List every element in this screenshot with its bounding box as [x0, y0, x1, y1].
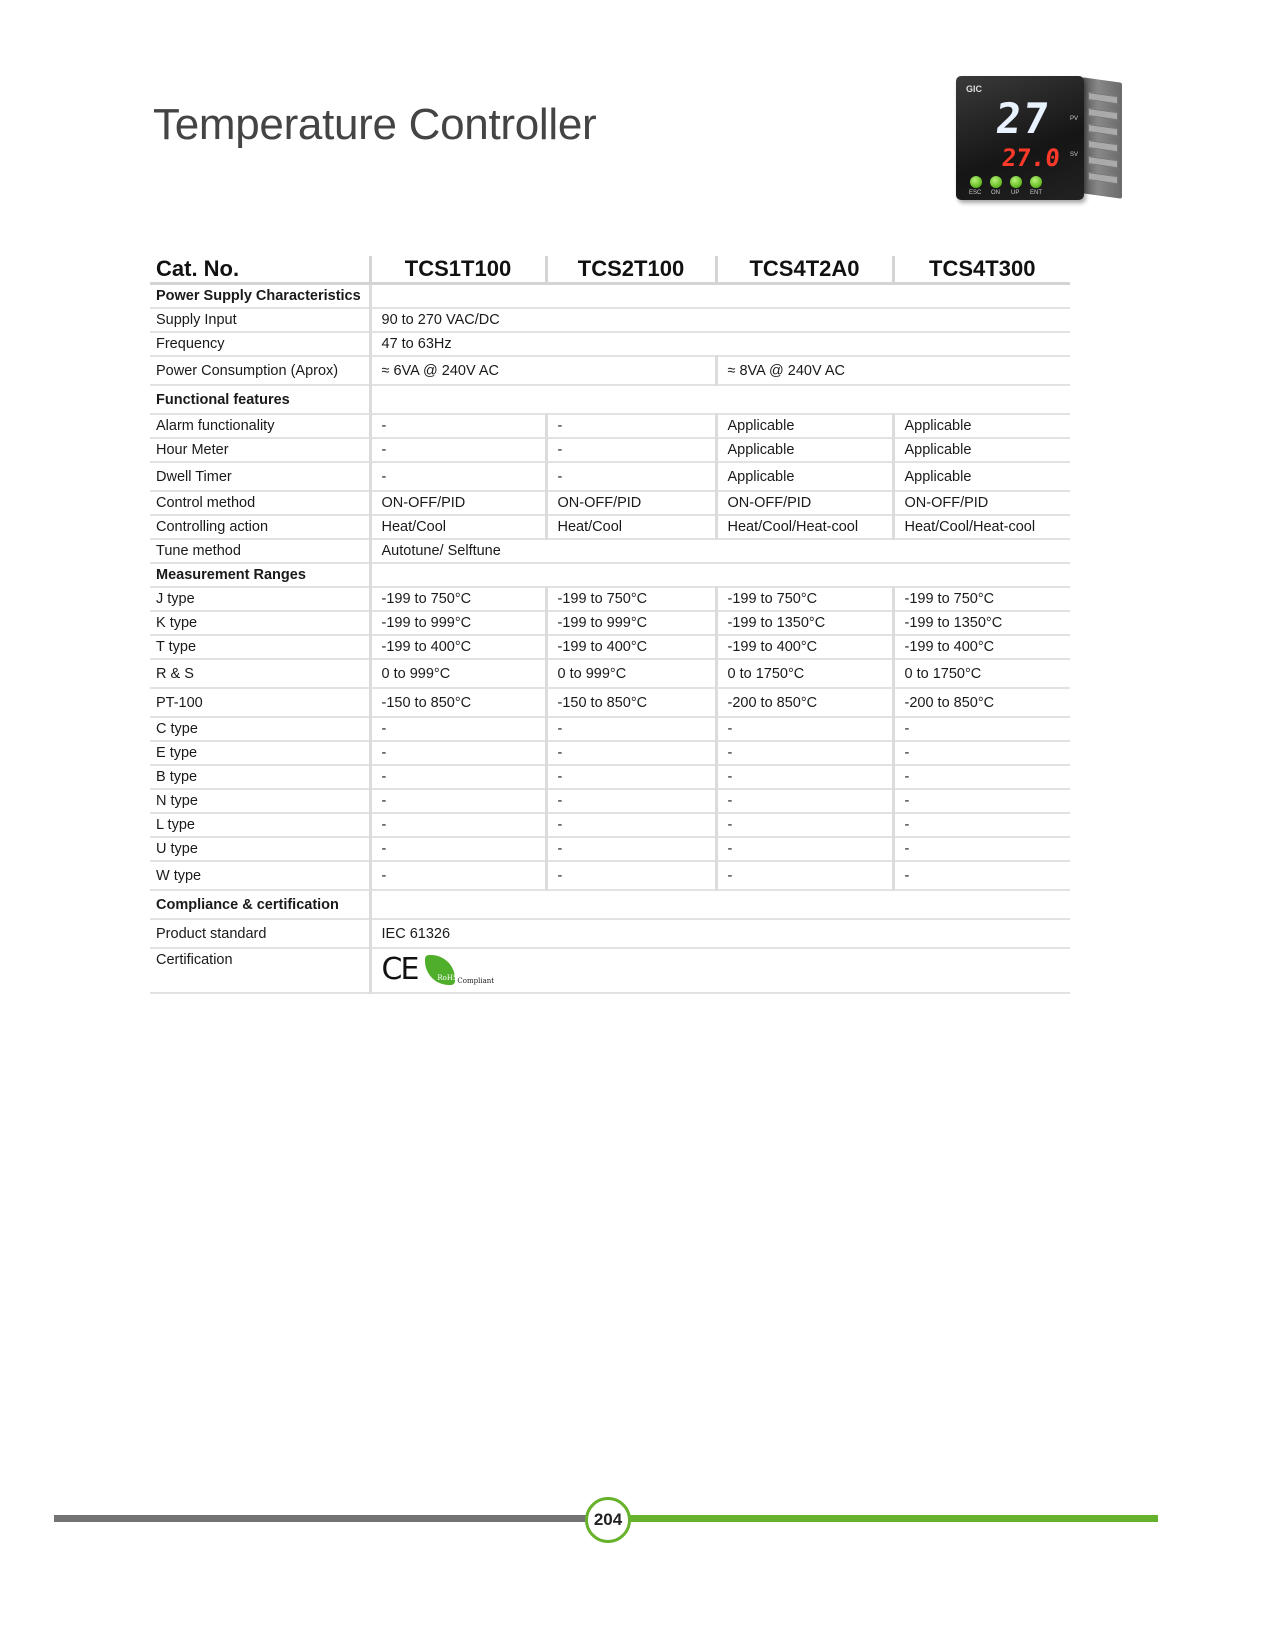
- row-label: E type: [150, 741, 370, 765]
- row-label: B type: [150, 765, 370, 789]
- table-cell: -: [370, 414, 546, 438]
- device-brand: GIC: [966, 84, 983, 94]
- row-label: Alarm functionality: [150, 414, 370, 438]
- table-cell: -: [893, 741, 1070, 765]
- table-row: [150, 688, 1070, 717]
- table-row: [150, 813, 1070, 837]
- table-cell: -: [370, 837, 546, 861]
- table-cell: -: [546, 414, 716, 438]
- row-label: Dwell Timer: [150, 462, 370, 491]
- row-label: J type: [150, 587, 370, 611]
- row-label: R & S: [150, 659, 370, 688]
- table-cell: -: [370, 741, 546, 765]
- table-cell: [370, 385, 1070, 414]
- table-cell: ≈ 6VA @ 240V AC: [370, 356, 716, 385]
- table-cell: 0 to 1750°C: [893, 659, 1070, 688]
- table-cell: -: [370, 813, 546, 837]
- table-row: [150, 837, 1070, 861]
- row-label: Hour Meter: [150, 438, 370, 462]
- table-cell: -199 to 1350°C: [716, 611, 893, 635]
- table-cell: ON-OFF/PID: [893, 491, 1070, 515]
- table-cell: -: [370, 438, 546, 462]
- footer-bar-right: [630, 1515, 1158, 1522]
- device-button: [1010, 176, 1022, 188]
- table-cell: Applicable: [893, 438, 1070, 462]
- row-label: W type: [150, 861, 370, 890]
- table-row: [150, 611, 1070, 635]
- page-title: Temperature Controller: [153, 100, 597, 149]
- device-button-label: UP: [1011, 190, 1020, 196]
- header-model: TCS1T100: [370, 256, 546, 284]
- table-row: [150, 919, 1070, 948]
- table-cell: -199 to 400°C: [893, 635, 1070, 659]
- table-cell: -199 to 750°C: [716, 587, 893, 611]
- certification-cell: [370, 948, 1070, 993]
- table-cell: -: [546, 789, 716, 813]
- table-row: [150, 462, 1070, 491]
- header-model: TCS4T2A0: [716, 256, 893, 284]
- table-cell: -199 to 750°C: [893, 587, 1070, 611]
- table-cell: -: [716, 813, 893, 837]
- rohs-logo-icon: [425, 955, 494, 985]
- table-cell: IEC 61326: [370, 919, 1070, 948]
- row-label: Certification: [150, 948, 370, 993]
- row-label: Supply Input: [150, 308, 370, 332]
- table-cell: -: [546, 717, 716, 741]
- table-cell: -: [893, 717, 1070, 741]
- table-row: [150, 332, 1070, 356]
- table-cell: -: [716, 765, 893, 789]
- table-cell: -199 to 999°C: [370, 611, 546, 635]
- table-cell: -200 to 850°C: [893, 688, 1070, 717]
- table-cell: -: [370, 717, 546, 741]
- table-row: [150, 491, 1070, 515]
- table-cell: ON-OFF/PID: [546, 491, 716, 515]
- table-cell: 0 to 999°C: [370, 659, 546, 688]
- device-button-label: ON: [991, 190, 1000, 196]
- section-row-measurement: [150, 563, 1070, 587]
- table-row: [150, 765, 1070, 789]
- table-cell: Heat/Cool/Heat-cool: [716, 515, 893, 539]
- table-row: [150, 308, 1070, 332]
- rohs-label: RoHS: [437, 974, 458, 982]
- device-button-label: ESC: [969, 190, 982, 196]
- table-cell: [370, 563, 1070, 587]
- table-cell: -: [546, 438, 716, 462]
- table-row: [150, 659, 1070, 688]
- table-cell: -: [370, 462, 546, 491]
- table-cell: -150 to 850°C: [546, 688, 716, 717]
- section-row-functional: [150, 385, 1070, 414]
- table-row: [150, 515, 1070, 539]
- section-row-compliance: [150, 890, 1070, 919]
- table-cell: Applicable: [716, 462, 893, 491]
- table-cell: -150 to 850°C: [370, 688, 546, 717]
- row-label: K type: [150, 611, 370, 635]
- table-cell: -: [716, 741, 893, 765]
- table-cell: -: [893, 765, 1070, 789]
- row-label: T type: [150, 635, 370, 659]
- table-row: [150, 741, 1070, 765]
- table-row: [150, 717, 1070, 741]
- table-cell: -: [370, 765, 546, 789]
- device-pv-display: 27: [993, 94, 1054, 143]
- ce-mark-icon: CE: [381, 952, 418, 987]
- header-cat-no: Cat. No.: [150, 256, 370, 284]
- device-pv-tag: PV: [1070, 116, 1079, 122]
- table-cell: -: [546, 741, 716, 765]
- table-cell: -: [893, 813, 1070, 837]
- footer-bar-left: [54, 1515, 589, 1522]
- table-cell: 47 to 63Hz: [370, 332, 1070, 356]
- table-header-row: [150, 256, 1070, 284]
- table-cell: -200 to 850°C: [716, 688, 893, 717]
- table-cell: 90 to 270 VAC/DC: [370, 308, 1070, 332]
- table-cell: -: [370, 861, 546, 890]
- table-cell: -: [370, 789, 546, 813]
- device-button: [970, 176, 982, 188]
- table-cell: 0 to 1750°C: [716, 659, 893, 688]
- table-cell: -: [716, 717, 893, 741]
- row-label: N type: [150, 789, 370, 813]
- table-cell: -199 to 750°C: [546, 587, 716, 611]
- section-title: Compliance & certification: [150, 890, 370, 919]
- table-cell: Applicable: [716, 438, 893, 462]
- device-sv-display: 27.0: [1000, 144, 1062, 172]
- table-cell: -199 to 400°C: [716, 635, 893, 659]
- header-model: TCS4T300: [893, 256, 1070, 284]
- device-button: [990, 176, 1002, 188]
- table-cell: -: [716, 789, 893, 813]
- section-title: Measurement Ranges: [150, 563, 370, 587]
- device-terminal-side: [1082, 77, 1122, 199]
- table-cell: -: [546, 837, 716, 861]
- table-cell: -: [716, 861, 893, 890]
- table-cell: -: [893, 837, 1070, 861]
- row-label: Controlling action: [150, 515, 370, 539]
- table-cell: -: [546, 462, 716, 491]
- table-cell: -199 to 1350°C: [893, 611, 1070, 635]
- table-cell: Applicable: [893, 462, 1070, 491]
- row-label: C type: [150, 717, 370, 741]
- table-cell: Applicable: [893, 414, 1070, 438]
- row-label: Power Consumption (Aprox): [150, 356, 370, 385]
- section-title: Functional features: [150, 385, 370, 414]
- table-row: [150, 356, 1070, 385]
- row-label: Tune method: [150, 539, 370, 563]
- table-cell: -: [546, 813, 716, 837]
- table-cell: -199 to 400°C: [546, 635, 716, 659]
- device-button-label: ENT: [1030, 190, 1042, 196]
- table-cell: Heat/Cool/Heat-cool: [893, 515, 1070, 539]
- table-row: [150, 789, 1070, 813]
- table-row: [150, 438, 1070, 462]
- device-sv-tag: SV: [1070, 152, 1079, 158]
- header-model: TCS2T100: [546, 256, 716, 284]
- table-cell: ON-OFF/PID: [716, 491, 893, 515]
- rohs-compliant-label: Compliant: [457, 977, 495, 985]
- table-cell: -199 to 999°C: [546, 611, 716, 635]
- table-cell: -: [893, 789, 1070, 813]
- table-row: [150, 948, 1070, 993]
- table-cell: 0 to 999°C: [546, 659, 716, 688]
- device-front-panel: [956, 76, 1084, 200]
- section-title: Power Supply Characteristics: [150, 284, 370, 309]
- table-cell: ON-OFF/PID: [370, 491, 546, 515]
- table-row: [150, 414, 1070, 438]
- device-button: [1030, 176, 1042, 188]
- certification-logos: [381, 952, 1071, 987]
- table-cell: -: [546, 861, 716, 890]
- row-label: Frequency: [150, 332, 370, 356]
- page-number: 204: [585, 1497, 631, 1543]
- table-cell: [370, 284, 1070, 309]
- table-cell: -199 to 400°C: [370, 635, 546, 659]
- rohs-leaf-icon: [425, 955, 458, 985]
- table-cell: -: [893, 861, 1070, 890]
- table-row: [150, 861, 1070, 890]
- table-cell: ≈ 8VA @ 240V AC: [716, 356, 1070, 385]
- row-label: U type: [150, 837, 370, 861]
- table-cell: Heat/Cool: [370, 515, 546, 539]
- table-cell: -: [546, 765, 716, 789]
- table-cell: -199 to 750°C: [370, 587, 546, 611]
- table-cell: Heat/Cool: [546, 515, 716, 539]
- row-label: Product standard: [150, 919, 370, 948]
- table-row: [150, 539, 1070, 563]
- row-label: PT-100: [150, 688, 370, 717]
- table-cell: -: [716, 837, 893, 861]
- section-row-power: [150, 284, 1070, 309]
- product-image: [950, 72, 1125, 204]
- table-cell: Autotune/ Selftune: [370, 539, 1070, 563]
- row-label: L type: [150, 813, 370, 837]
- table-cell: [370, 890, 1070, 919]
- table-cell: Applicable: [716, 414, 893, 438]
- spec-table: [150, 256, 1070, 994]
- row-label: Control method: [150, 491, 370, 515]
- table-row: [150, 635, 1070, 659]
- table-row: [150, 587, 1070, 611]
